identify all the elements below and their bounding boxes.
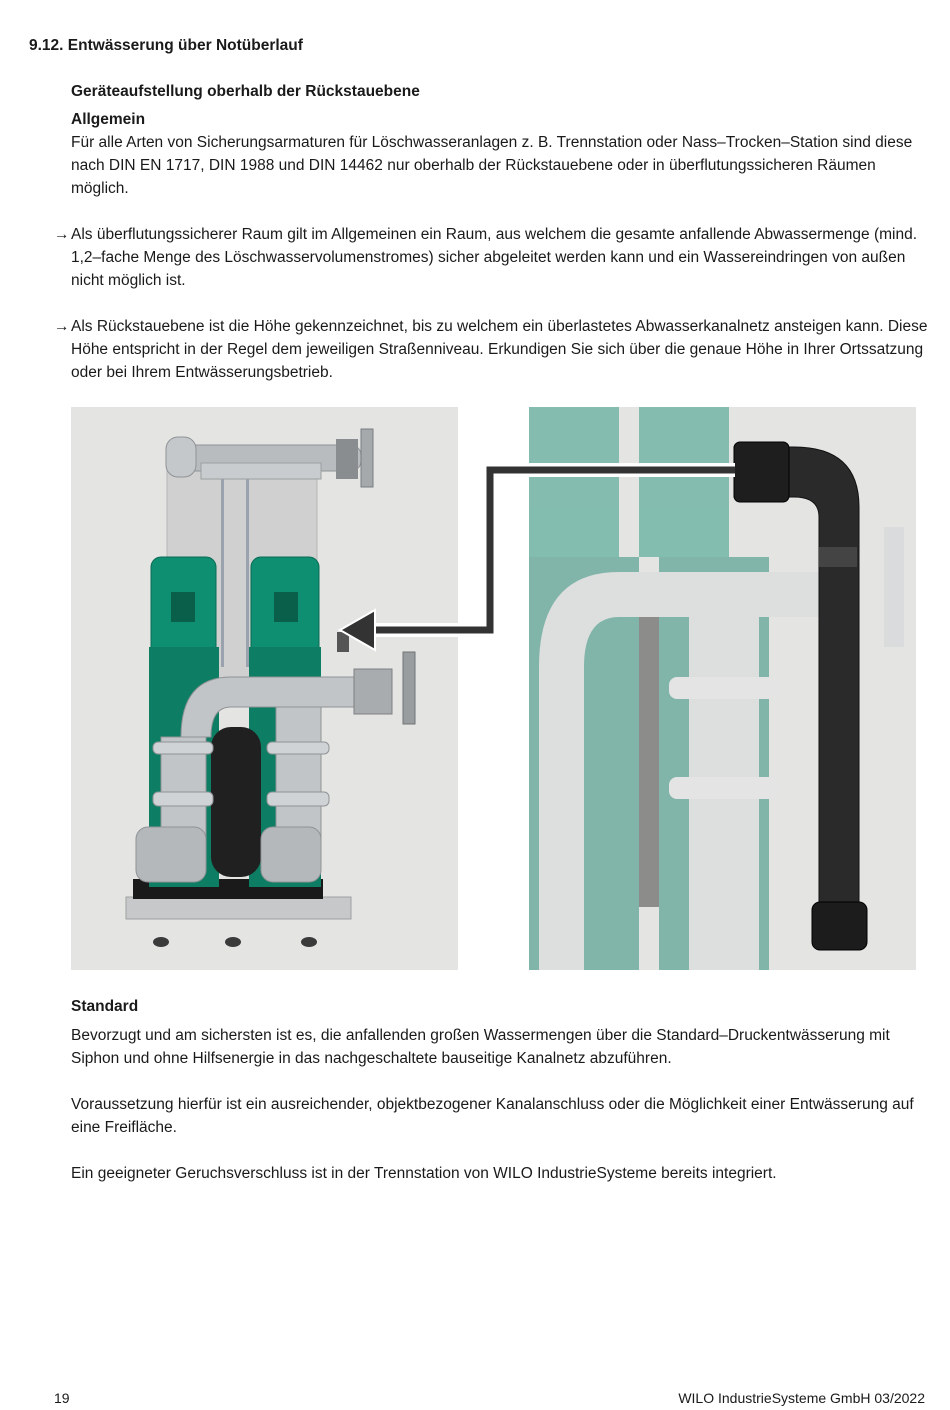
section-number: 9.12. bbox=[29, 37, 64, 54]
section-title: Entwässerung über Notüberlauf bbox=[67, 37, 303, 54]
standard-paragraph: Ein geeigneter Geruchsverschluss ist in der Trennstation von WILO IndustrieSysteme bereits integriert. bbox=[71, 1165, 777, 1182]
standard-heading: Standard bbox=[71, 998, 139, 1015]
bullet-text: Als überflutungssicherer Raum gilt im Allgemeinen ein Raum, aus welchem die gesamte anfallende Abwassermenge (mind. 1,2–fache Menge des Löschwasservolumenstromes) sicher abgeleitet werden kann und ein Wassereindringen von außen nicht möglich ist. bbox=[71, 226, 918, 289]
page-number: 19 bbox=[54, 1390, 70, 1406]
general-heading: Allgemein bbox=[71, 111, 146, 128]
general-paragraph: Für alle Arten von Sicherungsarmaturen für Löschwasseranlagen z. B. Trennstation oder Nass–Trocken–Station sind diese nach DIN EN 1717, DIN 1988 und DIN 14462 nur oberhalb der Rückstauebene oder in überflutungssicheren Räumen möglich. bbox=[71, 134, 913, 197]
bullet-item bbox=[54, 223, 929, 292]
arrow-right-icon: → bbox=[54, 318, 70, 335]
arrow-left-icon bbox=[330, 460, 750, 660]
subsection-title: Geräteaufstellung oberhalb der Rückstauebene bbox=[71, 83, 420, 100]
standard-paragraph: Voraussetzung hierfür ist ein ausreichender, objektbezogener Kanalanschluss oder die Möglichkeit einer Entwässerung auf eine Freifläche. bbox=[71, 1096, 914, 1136]
bullet-item bbox=[54, 315, 929, 384]
standard-paragraph: Bevorzugt und am sichersten ist es, die anfallenden großen Wassermengen über die Standard–Druckentwässerung mit Siphon und ohne Hilfsenergie in das nachgeschaltete bauseitige Kanalnetz abzuführen. bbox=[71, 1027, 890, 1067]
footer-company: WILO IndustrieSysteme GmbH 03/2022 bbox=[678, 1390, 925, 1406]
bullet-text: Als Rückstauebene ist die Höhe gekennzeichnet, bis zu welchem ein überlastetes Abwasserkanalnetz ansteigen kann. Diese Höhe entspricht in der Regel dem jeweiligen Straßenniveau. Erkundigen Sie sich über die genaue Höhe in Ihrer Ortssatzung oder bei Ihrem Entwässerungsbetrieb. bbox=[71, 318, 928, 381]
arrow-right-icon: → bbox=[54, 226, 70, 243]
section-heading bbox=[29, 34, 303, 57]
